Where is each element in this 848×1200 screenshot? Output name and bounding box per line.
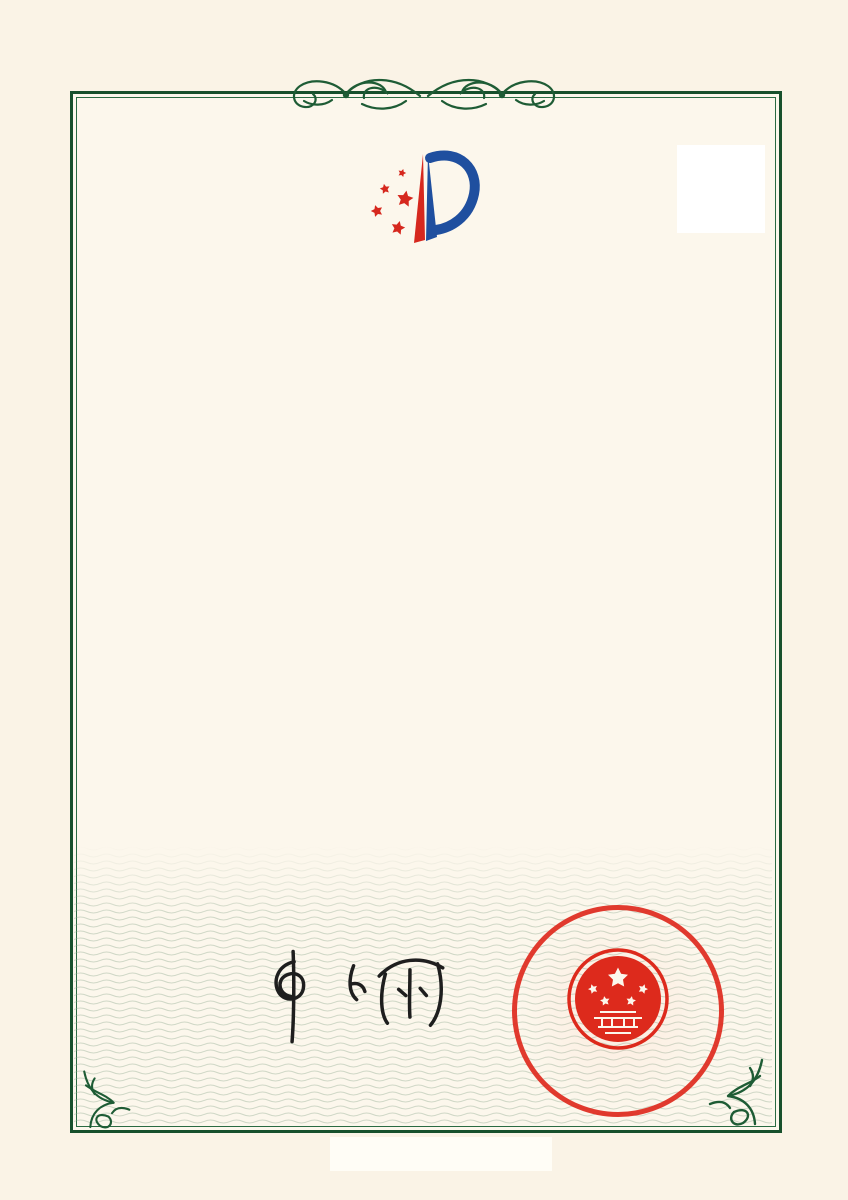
seal-char: [669, 1023, 706, 1060]
national-emblem: [566, 947, 670, 1051]
official-seal: [512, 905, 724, 1117]
qr-code: [677, 145, 765, 233]
field-row-inventor: [120, 407, 240, 428]
seal-char: [604, 921, 632, 949]
barcode: [118, 896, 334, 913]
field-row-patentee: [120, 569, 240, 590]
continuation-note: [330, 1137, 552, 1171]
field-row-address: [120, 623, 240, 644]
field-row-patent-number: [120, 461, 240, 482]
commissioner-signature: [248, 942, 453, 1047]
seal-char: [675, 976, 709, 1010]
field-row-utility-model-name: [120, 352, 240, 373]
cnipa-logo: [364, 142, 492, 252]
field-row-grant: [120, 660, 760, 681]
seal-char: [530, 1023, 567, 1060]
seal-char: [527, 976, 561, 1010]
field-row-filing-date: [120, 515, 240, 536]
